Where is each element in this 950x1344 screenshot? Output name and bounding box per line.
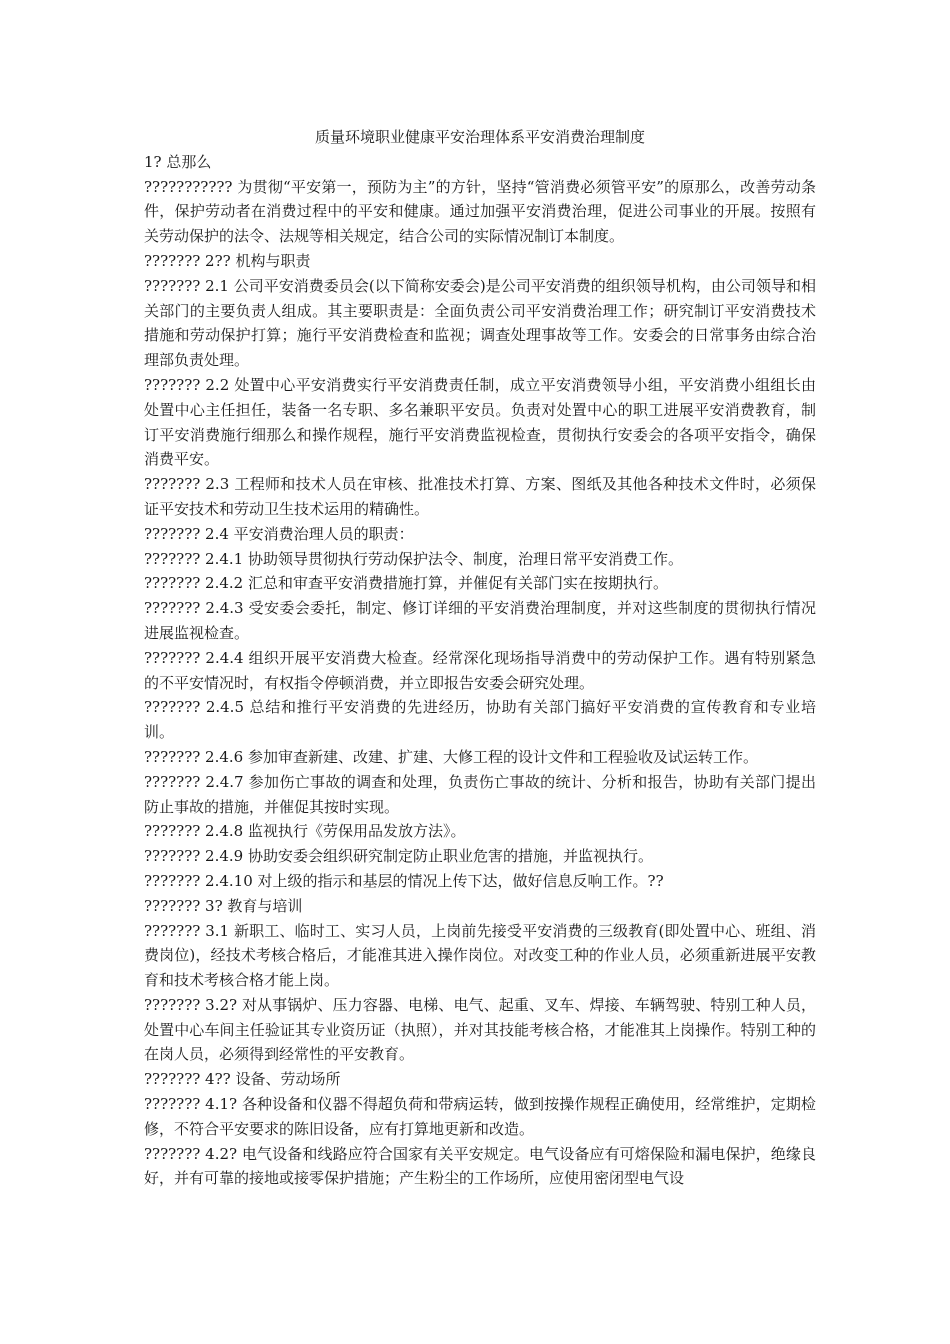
- section-heading-organization: ??????? 2?? 机构与职责: [144, 251, 311, 270]
- paragraph-2-4-2: ??????? 2.4.2 汇总和审查平安消费措施打算，并催促有关部门实在按期执行。: [144, 574, 668, 593]
- paragraph-2-3: ??????? 2.3 工程师和技术人员在审核、批准技术打算、方案、图纸及其他各种技术文件时，必须保证平安技术和劳动卫生技术运用的精确性。: [144, 475, 816, 518]
- paragraph-3-2: ??????? 3.2? 对从事锅炉、压力容器、电梯、电气、起重、叉车、焊接、车辆驾驶、特别工种人员，处置中心车间主任验证其专业资历证（执照），并对其技能考核合格，才能准其上岗操作。特别工种的在岗人员，必须得到经常性的平安教育。: [144, 995, 816, 1064]
- paragraph-2-4-5: ??????? 2.4.5 总结和推行平安消费的先进经历，协助有关部门搞好平安消费的宣传教育和专业培训。: [144, 698, 816, 742]
- paragraph-2-4-9: ??????? 2.4.9 协助安委会组织研究制定防止职业危害的措施，并监视执行。: [144, 847, 653, 866]
- paragraph-2-1: ??????? 2.1 公司平安消费委员会(以下简称安委会)是公司平安消费的组织领导机构，由公司领导和相关部门的主要负责人组成。其主要职责是：全面负责公司平安消费治理工作；研究制订平安消费技术措施和劳动保护打算；施行平安消费检查和监视；调查处理事故等工作。安委会的日常事务由综合治理部负责处理。: [144, 276, 816, 370]
- paragraph-2-2: ??????? 2.2 处置中心平安消费实行平安消费责任制，成立平安消费领导小组，平安消费小组组长由处置中心主任担任，装备一名专职、多名兼职平安员。负责对处置中心的职工进展平安消费教育，制订平安消费施行细那么和操作规程，施行平安消费监视检查，贯彻执行安委会的各项平安指令，确保消费平安。: [144, 375, 816, 469]
- document-page: [144, 125, 816, 1191]
- paragraph-2-4-6: ??????? 2.4.6 参加审查新建、改建、扩建、大修工程的设计文件和工程验收及试运转工作。: [144, 747, 759, 766]
- document-title: 质量环境职业健康平安治理体系平安消费治理制度: [314, 128, 645, 146]
- section-heading-general: 1? 总那么: [144, 152, 212, 171]
- paragraph-2-4: ??????? 2.4 平安消费治理人员的职责：: [144, 524, 414, 543]
- paragraph-2-4-10: ??????? 2.4.10 对上级的指示和基层的情况上传下达，做好信息反响工作。??: [144, 871, 664, 890]
- paragraph-4-2: ??????? 4.2? 电气设备和线路应符合国家有关平安规定。电气设备应有可熔保险和漏电保护，绝缘良好，并有可靠的接地或接零保护措施；产生粉尘的工作场所，应使用密闭型电气设: [144, 1144, 816, 1188]
- section-heading-training: ??????? 3? 教育与培训: [144, 896, 303, 915]
- paragraph-2-4-7: ??????? 2.4.7 参加伤亡事故的调查和处理，负责伤亡事故的统计、分析和报告，协助有关部门提出防止事故的措施，并催促其按时实现。: [144, 772, 816, 816]
- paragraph-4-1: ??????? 4.1? 各种设备和仪器不得超负荷和带病运转，做到按操作规程正确使用，经常维护，定期检修，不符合平安要求的陈旧设备，应有打算地更新和改造。: [144, 1095, 816, 1138]
- paragraph-2-4-4: ??????? 2.4.4 组织开展平安消费大检查。经常深化现场指导消费中的劳动保护工作。遇有特别紧急的不平安情况时，有权指令停顿消费，并立即报告安委会研究处理。: [144, 648, 816, 692]
- paragraph-2-4-1: ??????? 2.4.1 协助领导贯彻执行劳动保护法令、制度，治理日常平安消费工作。: [144, 549, 683, 568]
- paragraph-purpose: ??????????? 为贯彻“平安第一，预防为主”的方针，坚持“管消费必须管平安”的原那么，改善劳动条件，保护劳动者在消费过程中的平安和健康。通过加强平安消费治理，促进公司事业的开展。按照有关劳动保护的法令、法规等相关规定，结合公司的实际情况制订本制度。: [144, 177, 816, 246]
- paragraph-2-4-8: ??????? 2.4.8 监视执行《劳保用品发放方法》。: [144, 822, 466, 841]
- paragraph-2-4-3: ??????? 2.4.3 受安委会委托，制定、修订详细的平安消费治理制度，并对这些制度的贯彻执行情况进展监视检查。: [144, 599, 816, 642]
- section-heading-equipment: ??????? 4?? 设备、劳动场所: [144, 1070, 341, 1089]
- paragraph-3-1: ??????? 3.1 新职工、临时工、实习人员，上岗前先接受平安消费的三级教育(即处置中心、班组、消费岗位)，经技术考核合格后，才能准其进入操作岗位。对改变工种的作业人员，必须重新进展平安教育和技术考核合格才能上岗。: [144, 921, 816, 990]
